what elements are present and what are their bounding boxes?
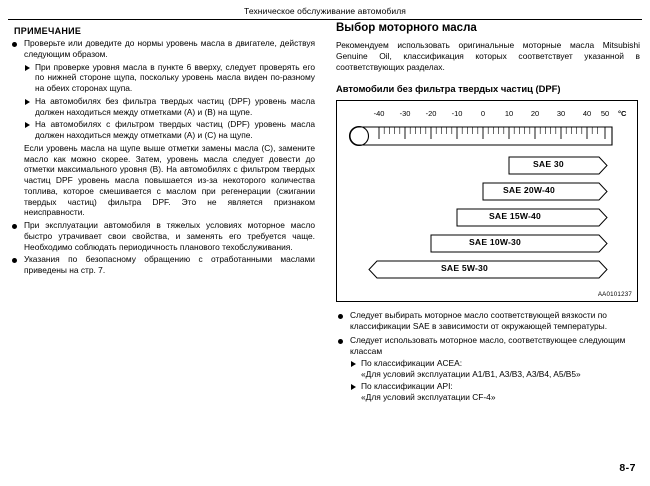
section-paragraph: Рекомендуем использовать оригинальные моторные масла Mitsubishi Genuine Oil, классификация которых соответствует указанной в соответствующих разделах. xyxy=(336,40,640,72)
axis-tick-label: -10 xyxy=(451,108,463,118)
left-column xyxy=(10,26,315,278)
api-value: «Для условий эксплуатации CF-4» xyxy=(361,392,496,403)
axis-tick-label: 10 xyxy=(504,108,514,118)
right-column xyxy=(336,22,640,406)
page-header: Техническое обслуживание автомобиля xyxy=(244,6,406,16)
list-item xyxy=(350,381,640,403)
chart-bar-label: SAE 5W-30 xyxy=(441,262,488,273)
acea-label: По классификации ACEA: xyxy=(361,358,463,369)
api-label: По классификации API: xyxy=(361,381,453,392)
note-title: ПРИМЕЧАНИЕ xyxy=(14,26,82,36)
axis-tick-label: 20 xyxy=(530,108,540,118)
list-item-text: Проверьте или доведите до нормы уровень масла в двигателе, действуя следующим образом. xyxy=(24,38,315,59)
list-item-tail: Если уровень масла на щупе выше отметки замены масла (C), замените масло как можно скорее. Затем, уровень масла следует довести до отметки максимального уровня (B). На автомобилях с фильтром твердых частиц DPF уровень масла повышается из-за некоторого количества топлива, которое смешивается с маслом при регенерации (сжигании твердых частиц) фильтра DPF. Это не является признаком неисправности. xyxy=(24,142,315,218)
axis-tick-label: 40 xyxy=(582,108,592,118)
figure-code: AA0101237 xyxy=(597,290,632,298)
list-item xyxy=(336,335,640,404)
axis-tick-label: 30 xyxy=(556,108,566,118)
list-item xyxy=(10,38,315,218)
page-number: 8-7 xyxy=(619,462,636,474)
list-item: На автомобилях без фильтра твердых частиц (DPF) уровень масла должен находиться между отметками (A) и (B) на щупе. xyxy=(24,96,315,118)
list-item xyxy=(350,358,640,380)
subsection-title: Автомобили без фильтра твердых частиц (DPF) xyxy=(336,82,561,94)
axis-unit-label: °C xyxy=(618,108,627,118)
chart-bar-label: SAE 15W-40 xyxy=(489,210,541,221)
list-item-text: Следует использовать моторное масло, соответствующее следующим классам xyxy=(350,334,626,356)
note-sublist xyxy=(24,62,315,141)
chart-bar-label: SAE 10W-30 xyxy=(469,236,521,247)
list-item: При эксплуатации автомобиля в тяжелых условиях моторное масло быстро утрачивает свои свойства, и заменять его требуется чаще. Необходимо соблюдать периодичность планового техобслуживания. xyxy=(10,220,315,252)
list-item: При проверке уровня масла в пункте 6 вверху, следует проверять его по нижней стороне щупа, поскольку уровень масла виден по-разному на обеих сторонах щупа. xyxy=(24,62,315,94)
chart-svg xyxy=(337,101,639,303)
chart-bar-label: SAE 30 xyxy=(533,158,564,169)
axis-tick-label: 0 xyxy=(480,108,486,118)
chart-bar-label: SAE 20W-40 xyxy=(503,184,555,195)
axis-tick-label: 50 xyxy=(600,108,610,118)
oil-viscosity-chart xyxy=(336,100,638,302)
axis-tick-label: -30 xyxy=(399,108,411,118)
oil-class-sublist xyxy=(350,358,640,403)
axis-tick-label: -20 xyxy=(425,108,437,118)
note-list xyxy=(10,38,315,276)
list-item: На автомобилях с фильтром твердых частиц (DPF) уровень масла должен находиться между отметками (A) и (C) на щупе. xyxy=(24,119,315,141)
section-title: Выбор моторного масла xyxy=(336,22,477,34)
header-divider xyxy=(8,19,642,20)
oil-notes-list xyxy=(336,310,640,403)
list-item: Указания по безопасному обращению с отработанными маслами приведены на стр. 7. xyxy=(10,254,315,276)
list-item: Следует выбирать моторное масло соответствующей вязкости по классификации SAE в зависимости от окружающей температуры. xyxy=(336,310,640,332)
axis-tick-label: -40 xyxy=(373,108,385,118)
acea-value: «Для условий эксплуатации A1/B1, A3/B3, A3/B4, A5/B5» xyxy=(361,369,581,380)
